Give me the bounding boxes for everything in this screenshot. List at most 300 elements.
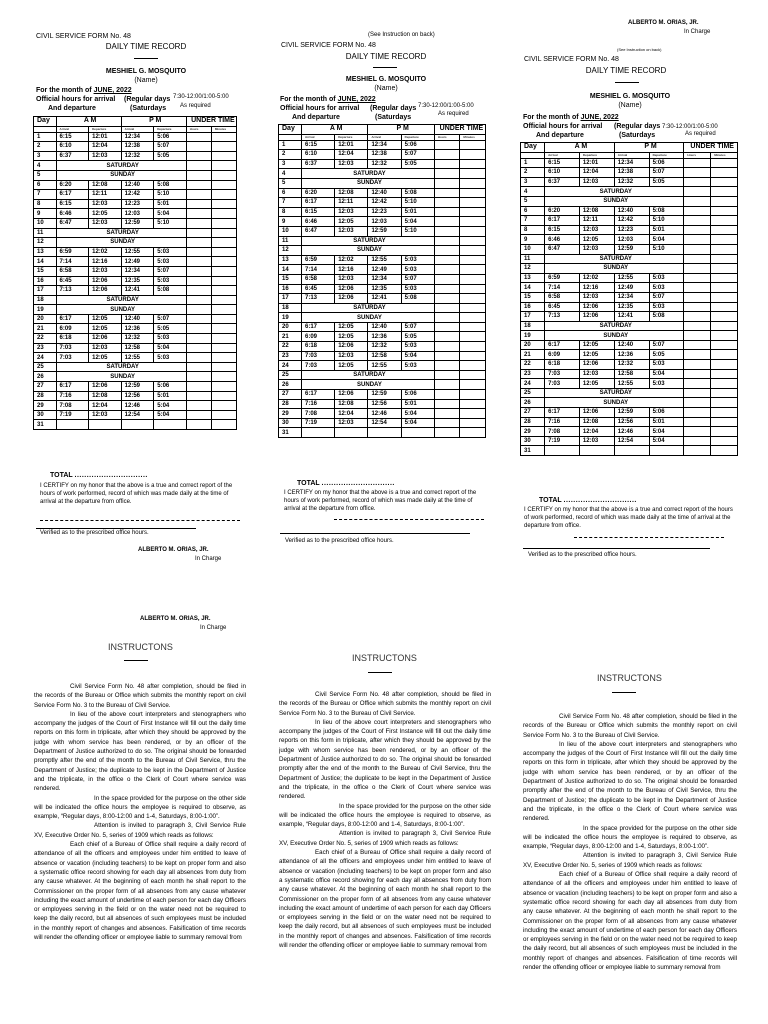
undertime-cell — [186, 132, 211, 142]
time-cell: 12:05 — [89, 209, 122, 219]
time-cell: 5:04 — [401, 351, 434, 361]
time-cell: 7:08 — [302, 409, 335, 419]
divider — [615, 82, 639, 83]
table-row — [279, 428, 486, 438]
subheader-cell: Departure — [154, 126, 187, 132]
regular-hours: 7:30-12:00/1:00-5:00 — [418, 103, 474, 109]
undertime-cell — [711, 283, 738, 293]
table-row — [521, 312, 738, 322]
undertime-cell — [711, 436, 738, 446]
time-cell: 5:08 — [649, 312, 684, 322]
in-charge-title: In Charge — [195, 556, 222, 562]
time-cell: 5:07 — [401, 150, 434, 160]
time-cell: 5:10 — [649, 216, 684, 226]
table-row — [279, 255, 486, 265]
day-cell: 30 — [34, 410, 57, 420]
undertime-cell — [434, 342, 460, 352]
undertime-cell — [711, 273, 738, 283]
day-cell: 25 — [34, 362, 57, 372]
col-am-header: A M — [56, 117, 121, 127]
table-row — [521, 379, 738, 389]
time-cell: 12:08 — [579, 417, 614, 427]
time-cell: 12:56 — [368, 399, 401, 409]
record-title: DAILY TIME RECORD — [345, 52, 427, 61]
undertime-cell — [186, 410, 211, 420]
time-cell: 12:02 — [335, 255, 368, 265]
table-row — [279, 265, 486, 275]
undertime-cell — [460, 322, 486, 332]
table-row — [279, 322, 486, 332]
col-am-header: A M — [302, 125, 368, 135]
divider — [612, 692, 636, 693]
month-line: For the month of JUNE, 2022 — [280, 96, 376, 103]
time-cell: 12:41 — [121, 286, 154, 296]
undertime-cell — [684, 408, 711, 418]
time-cell: 12:34 — [121, 266, 154, 276]
time-cell — [121, 420, 154, 430]
undertime-cell — [711, 398, 738, 408]
day-cell: 29 — [521, 427, 545, 437]
undertime-cell — [211, 372, 236, 382]
form-title: CIVIL SERVICE FORM No. 48 — [524, 56, 619, 63]
table-row — [521, 446, 738, 456]
undertime-cell — [434, 390, 460, 400]
time-cell: 12:54 — [368, 418, 401, 428]
day-cell: 24 — [279, 361, 302, 371]
subheader-cell: Arrival — [545, 152, 580, 158]
day-cell: 16 — [521, 302, 545, 312]
in-charge-title: In Charge — [684, 29, 711, 35]
undertime-cell — [711, 408, 738, 418]
col-pm-header: P M — [121, 117, 186, 127]
undertime-cell — [186, 247, 211, 257]
table-row — [279, 332, 486, 342]
undertime-cell — [211, 257, 236, 267]
instruction-paragraph: Each chief of a Bureau of Office shall require a daily record of attendance of all the officers and employees under him entitled to leave of absence or vacation (including teachers) to be kept on proper form and also a systematic office record showing for each day all absences from duty from any cause whatever. At the beginning of each month he shall report to the Commissioner on the proper form of all absences from any cause whatever including the exact amount of undertime of each person for each day Officers or employees serving in the field or on the water need not be required to keep the daily record, but all absences of such employees must be included in the monthly report of changes and absences. Falsification of time records will render the offending officer or employee liable to summary removal from — [34, 841, 246, 942]
table-row — [521, 283, 738, 293]
weekend-cell: SATURDAY — [302, 370, 435, 380]
time-cell: 5:05 — [154, 324, 187, 334]
undertime-cell — [460, 217, 486, 227]
day-cell: 6 — [279, 188, 302, 198]
day-cell: 12 — [521, 264, 545, 274]
undertime-cell — [711, 225, 738, 235]
table-row — [34, 257, 237, 267]
instructions-body — [523, 712, 737, 1024]
time-cell: 6:59 — [545, 273, 580, 283]
time-cell: 12:56 — [614, 417, 649, 427]
undertime-cell — [211, 190, 236, 200]
weekend-cell: SATURDAY — [545, 254, 684, 264]
table-row — [34, 276, 237, 286]
weekend-cell: SUNDAY — [56, 372, 186, 382]
time-cell: 6:20 — [56, 180, 89, 190]
undertime-cell — [460, 342, 486, 352]
day-cell: 18 — [521, 321, 545, 331]
undertime-cell — [186, 180, 211, 190]
undertime-cell — [460, 294, 486, 304]
table-row — [34, 286, 237, 296]
undertime-cell — [711, 312, 738, 322]
time-cell: 5:06 — [154, 132, 187, 142]
time-cell: 6:20 — [302, 188, 335, 198]
undertime-cell — [684, 388, 711, 398]
table-row — [34, 382, 237, 392]
day-cell: 17 — [34, 286, 57, 296]
time-cell: 12:03 — [89, 410, 122, 420]
undertime-cell — [460, 418, 486, 428]
undertime-cell — [434, 265, 460, 275]
time-cell: 5:07 — [401, 274, 434, 284]
undertime-cell — [186, 142, 211, 152]
undertime-cell — [186, 257, 211, 267]
undertime-cell — [460, 159, 486, 169]
time-cell: 5:07 — [649, 168, 684, 178]
day-cell: 10 — [34, 218, 57, 228]
time-cell: 12:23 — [614, 225, 649, 235]
table-row — [521, 350, 738, 360]
certify-text: I CERTIFY on my honor that the above is a true and correct report of the hours of work performed, record of which was made daily at the time of arrival at the departure from office. — [40, 483, 233, 505]
time-cell: 6:17 — [302, 390, 335, 400]
time-cell: 6:45 — [302, 284, 335, 294]
day-cell: 28 — [521, 417, 545, 427]
undertime-cell — [434, 274, 460, 284]
day-cell: 8 — [521, 225, 545, 235]
table-row — [34, 132, 237, 142]
signature-line — [574, 537, 724, 538]
undertime-cell — [211, 324, 236, 334]
day-cell: 15 — [34, 266, 57, 276]
day-cell: 11 — [279, 236, 302, 246]
table-row — [34, 228, 237, 238]
weekend-cell: SUNDAY — [545, 331, 684, 341]
verified-text: Verified as to the prescribed office hours. — [40, 530, 149, 536]
time-cell: 5:03 — [154, 257, 187, 267]
time-cell: 6:17 — [56, 382, 89, 392]
time-cell: 6:47 — [302, 226, 335, 236]
undertime-cell — [711, 168, 738, 178]
time-cell: 7:03 — [56, 343, 89, 353]
time-cell: 5:04 — [649, 369, 684, 379]
table-row — [34, 199, 237, 209]
weekend-cell: SATURDAY — [56, 161, 186, 171]
time-cell: 5:05 — [154, 151, 187, 161]
time-cell: 12:38 — [614, 168, 649, 178]
undertime-cell — [434, 361, 460, 371]
undertime-cell — [460, 198, 486, 208]
weekend-cell: SATURDAY — [302, 236, 435, 246]
table-row — [279, 198, 486, 208]
in-charge-name: ALBERTO M. ORIAS, JR. — [138, 547, 209, 553]
weekend-cell: SUNDAY — [302, 380, 435, 390]
time-cell — [335, 428, 368, 438]
time-cell: 6:58 — [56, 266, 89, 276]
undertime-cell — [684, 244, 711, 254]
undertime-cell — [186, 420, 211, 430]
day-cell: 1 — [279, 140, 302, 150]
time-cell: 6:15 — [545, 158, 580, 168]
time-cell: 5:03 — [649, 360, 684, 370]
undertime-cell — [211, 199, 236, 209]
time-cell: 5:06 — [154, 382, 187, 392]
undertime-cell — [684, 321, 711, 331]
undertime-cell — [460, 313, 486, 323]
time-cell — [614, 446, 649, 456]
instruction-paragraph: In the space provided for the purpose on the other side will be indicated the office hours the employee is required to observe, as example, “Regular days, 8:00-12:00 and 1-4, Saturdays, 8:00-1:00”. — [279, 802, 491, 829]
table-header-row — [279, 125, 486, 135]
saturdays-label: (Saturdays — [375, 114, 412, 121]
table-row — [279, 207, 486, 217]
undertime-cell — [684, 292, 711, 302]
time-cell: 12:56 — [121, 391, 154, 401]
undertime-cell — [711, 417, 738, 427]
time-cell: 12:01 — [89, 132, 122, 142]
table-row — [34, 190, 237, 200]
time-cell: 6:59 — [302, 255, 335, 265]
weekend-cell: SATURDAY — [56, 228, 186, 238]
time-cell: 6:47 — [545, 244, 580, 254]
time-cell: 6:18 — [302, 342, 335, 352]
divider — [124, 660, 148, 661]
time-cell: 7:19 — [302, 418, 335, 428]
undertime-cell — [434, 294, 460, 304]
undertime-cell — [684, 187, 711, 197]
time-cell: 12:03 — [89, 266, 122, 276]
undertime-cell — [460, 399, 486, 409]
undertime-cell — [684, 302, 711, 312]
col-day-header: Day — [279, 125, 302, 135]
table-row — [521, 436, 738, 446]
undertime-cell — [211, 151, 236, 161]
time-cell: 12:04 — [335, 409, 368, 419]
time-cell: 7:13 — [56, 286, 89, 296]
time-cell: 12:03 — [579, 177, 614, 187]
time-cell: 6:10 — [56, 142, 89, 152]
time-cell: 12:03 — [89, 199, 122, 209]
undertime-cell — [211, 161, 236, 171]
in-charge-title: In Charge — [200, 625, 227, 631]
time-cell: 5:05 — [401, 332, 434, 342]
undertime-cell — [711, 216, 738, 226]
time-cell: 12:06 — [335, 390, 368, 400]
undertime-cell — [434, 207, 460, 217]
time-cell: 12:02 — [89, 247, 122, 257]
signature-line — [36, 528, 196, 529]
undertime-cell — [186, 286, 211, 296]
time-cell: 12:04 — [89, 142, 122, 152]
day-cell: 25 — [521, 388, 545, 398]
see-instruction: (See Instruction on back) — [617, 47, 662, 52]
time-cell: 5:01 — [649, 417, 684, 427]
time-cell: 12:05 — [335, 332, 368, 342]
instructions-title: INSTRUCTONS — [597, 673, 662, 683]
table-row — [521, 360, 738, 370]
day-cell: 6 — [34, 180, 57, 190]
undertime-cell — [711, 446, 738, 456]
table-row — [34, 209, 237, 219]
time-cell: 12:34 — [121, 132, 154, 142]
subheader-cell: Departure — [335, 134, 368, 140]
instructions-title: INSTRUCTONS — [108, 642, 173, 652]
in-charge-name: ALBERTO M. ORIAS, JR. — [140, 616, 211, 622]
undertime-cell — [186, 276, 211, 286]
table-row — [34, 142, 237, 152]
day-cell: 3 — [279, 159, 302, 169]
time-cell: 12:40 — [614, 340, 649, 350]
time-cell: 12:08 — [335, 188, 368, 198]
time-cell: 12:42 — [614, 216, 649, 226]
time-cell: 12:11 — [579, 216, 614, 226]
time-cell: 12:08 — [335, 399, 368, 409]
time-cell: 5:04 — [649, 427, 684, 437]
time-cell: 5:08 — [649, 206, 684, 216]
table-row — [521, 369, 738, 379]
dtr-table — [520, 142, 738, 456]
day-cell: 14 — [279, 265, 302, 275]
day-cell: 13 — [34, 247, 57, 257]
time-cell: 12:03 — [335, 226, 368, 236]
undertime-cell — [434, 188, 460, 198]
undertime-cell — [711, 369, 738, 379]
time-cell: 12:05 — [579, 235, 614, 245]
undertime-cell — [186, 382, 211, 392]
time-cell: 12:58 — [368, 351, 401, 361]
time-cell: 5:05 — [649, 177, 684, 187]
table-row — [521, 302, 738, 312]
undertime-cell — [211, 238, 236, 248]
time-cell: 12:05 — [89, 324, 122, 334]
time-cell — [545, 446, 580, 456]
time-cell: 5:07 — [649, 292, 684, 302]
table-row — [279, 370, 486, 380]
undertime-cell — [711, 244, 738, 254]
undertime-cell — [434, 332, 460, 342]
table-row — [34, 420, 237, 430]
day-cell: 9 — [279, 217, 302, 227]
undertime-cell — [684, 446, 711, 456]
time-cell: 12:35 — [121, 276, 154, 286]
as-required: As required — [180, 103, 211, 109]
day-cell: 23 — [521, 369, 545, 379]
col-pm-header: P M — [368, 125, 434, 135]
name-label: (Name) — [618, 102, 642, 109]
employee-name: MESHIEL G. MOSQUITO — [105, 68, 187, 75]
table-row — [521, 168, 738, 178]
day-cell: 30 — [279, 418, 302, 428]
time-cell — [649, 446, 684, 456]
undertime-cell — [211, 142, 236, 152]
time-cell: 6:15 — [302, 207, 335, 217]
time-cell: 12:06 — [89, 334, 122, 344]
dtr-table — [278, 124, 486, 438]
undertime-cell — [711, 177, 738, 187]
day-cell: 3 — [34, 151, 57, 161]
undertime-cell — [211, 209, 236, 219]
undertime-cell — [684, 379, 711, 389]
time-cell: 5:03 — [649, 379, 684, 389]
table-row — [279, 380, 486, 390]
time-cell: 12:32 — [614, 360, 649, 370]
undertime-cell — [460, 178, 486, 188]
time-cell: 12:55 — [368, 361, 401, 371]
undertime-cell — [460, 409, 486, 419]
time-cell: 5:07 — [154, 142, 187, 152]
time-cell: 12:54 — [121, 410, 154, 420]
undertime-cell — [434, 351, 460, 361]
time-cell: 6:15 — [56, 132, 89, 142]
time-cell: 12:32 — [368, 159, 401, 169]
regular-hours: 7:30-12:00/1:00-5:00 — [173, 94, 229, 100]
time-cell: 12:03 — [89, 343, 122, 353]
day-cell: 3 — [521, 177, 545, 187]
table-row — [521, 388, 738, 398]
table-row — [34, 151, 237, 161]
name-label: (Name) — [134, 77, 158, 84]
time-cell: 12:06 — [579, 302, 614, 312]
table-row — [279, 284, 486, 294]
time-cell: 12:03 — [579, 244, 614, 254]
regular-days-label: (Regular days — [370, 105, 417, 112]
undertime-cell — [434, 150, 460, 160]
time-cell: 5:07 — [154, 266, 187, 276]
instruction-paragraph: In lieu of the above court interpreters and stenographers who accompany the judges of the Court of First Instance will fill out the daily time reports on this form in triplicate, after which they should be approved by the judge with whom service has been rendered, or by an officer of the Department of Justice authorized to do so. The original should be forwarded promptly after the end of the month to the Bureau of Civil Service, thru the Department of Justice; the duplicate to be kept in the Department of Justice and the triplicate, in the office o the Clerk of Court where service was rendered. — [523, 740, 737, 823]
table-row — [34, 238, 237, 248]
table-row — [34, 372, 237, 382]
time-cell: 12:32 — [368, 342, 401, 352]
and-departure-label: And departure — [292, 114, 340, 121]
undertime-cell — [186, 314, 211, 324]
time-cell: 6:17 — [302, 198, 335, 208]
undertime-cell — [211, 180, 236, 190]
undertime-cell — [460, 226, 486, 236]
weekend-cell: SUNDAY — [545, 264, 684, 274]
subheader-cell: Minutes — [211, 126, 236, 132]
day-cell: 5 — [34, 170, 57, 180]
undertime-cell — [460, 428, 486, 438]
undertime-cell — [434, 322, 460, 332]
undertime-cell — [711, 388, 738, 398]
table-row — [521, 264, 738, 274]
time-cell: 7:19 — [545, 436, 580, 446]
weekend-cell: SUNDAY — [545, 196, 684, 206]
time-cell: 6:10 — [545, 168, 580, 178]
time-cell: 7:03 — [545, 369, 580, 379]
instruction-paragraph: Each chief of a Bureau of Office shall require a daily record of attendance of all the officers and employees under him entitled to leave of absence or vacation (including teachers) to be kept on proper form and also a systematic office record showing for each day all absences from duty from any cause whatever. At the beginning of each month he shall report to the Commissioner on the proper form of all absences from any cause whatever including the exact amount of undertime of each person for each day Officers or employees serving in the field or on the water need not be required to keep the daily record, but all absences of such employees must be included in the monthly report of changes and absences. Falsification of time records will render the offending officer or employee liable to summary removal from — [523, 871, 737, 972]
time-cell: 12:05 — [579, 340, 614, 350]
time-cell: 12:55 — [368, 255, 401, 265]
time-cell: 6:15 — [545, 225, 580, 235]
time-cell: 12:03 — [335, 207, 368, 217]
table-row — [34, 161, 237, 171]
table-row — [279, 351, 486, 361]
as-required: As required — [685, 131, 716, 137]
time-cell — [579, 446, 614, 456]
time-cell: 6:09 — [302, 332, 335, 342]
day-cell: 29 — [279, 409, 302, 419]
day-cell: 17 — [279, 294, 302, 304]
time-cell: 12:05 — [335, 322, 368, 332]
table-row — [34, 391, 237, 401]
undertime-cell — [711, 264, 738, 274]
instruction-paragraph: Attention is invited to paragraph 3, Civil Service Rule XV, Executive Order No. 5, series of 1909 which reads as follows: — [523, 852, 737, 869]
undertime-cell — [211, 334, 236, 344]
undertime-cell — [186, 161, 211, 171]
undertime-cell — [434, 313, 460, 323]
undertime-cell — [186, 266, 211, 276]
divider — [373, 67, 397, 68]
time-cell: 12:16 — [579, 283, 614, 293]
time-cell: 5:07 — [649, 340, 684, 350]
